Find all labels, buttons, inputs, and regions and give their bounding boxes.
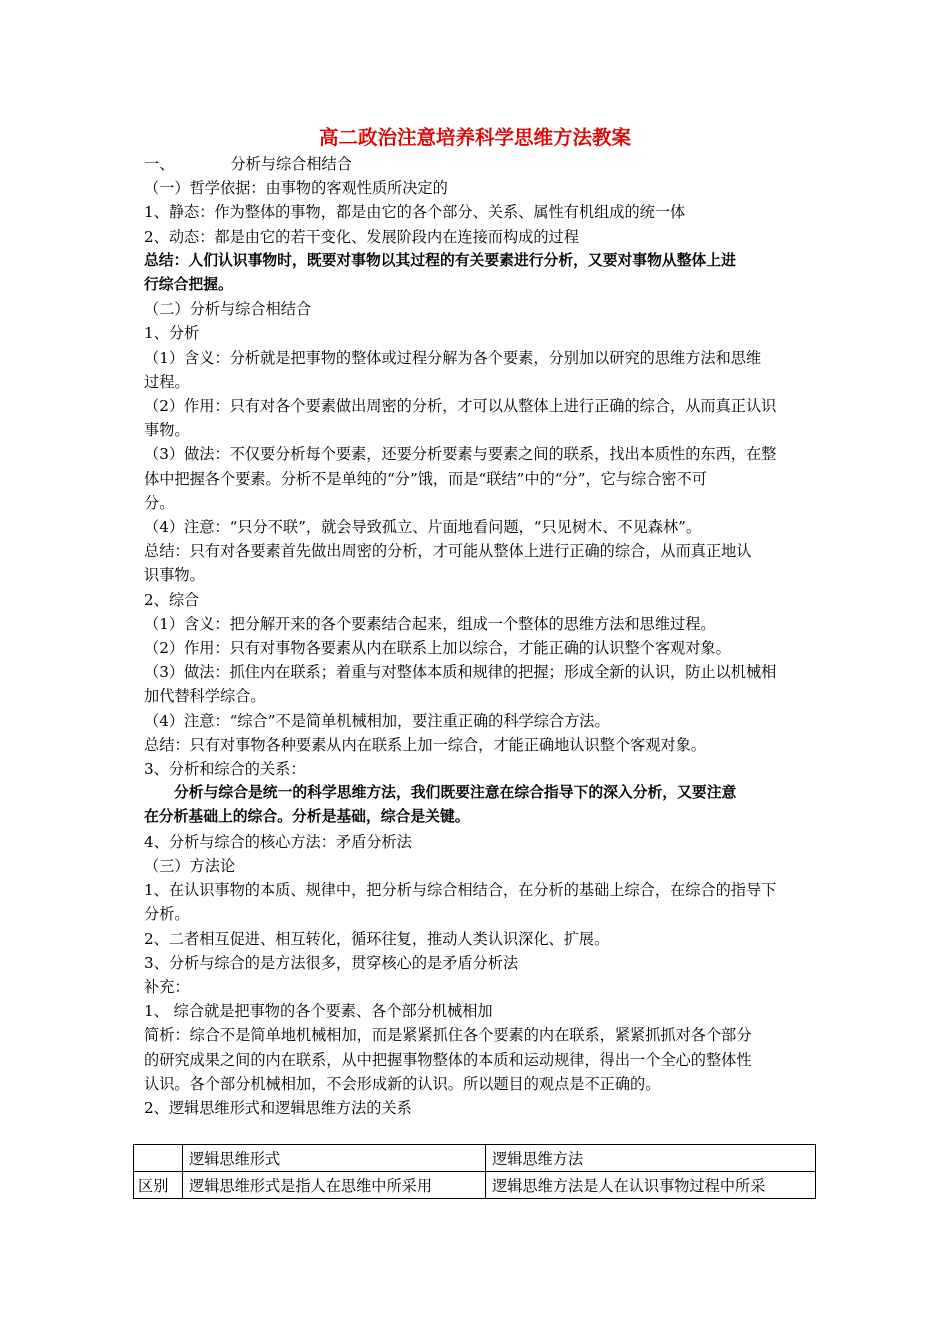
line-text: （2）作用：只有对事物各要素从内在联系上加以综合，才能正确的认识整个客观对象。 — [144, 639, 731, 658]
line-text: 总结：人们认识事物时，既要对事物以其过程的有关要素进行分析，又要对事物从整体上进 — [144, 251, 736, 269]
line-text: 加代替科学综合。 — [144, 687, 266, 706]
text-line — [144, 709, 808, 733]
line-text: 3、分析与综合的是方法很多，贯穿核心的是矛盾分析法 — [144, 953, 519, 972]
text-line — [144, 684, 808, 708]
text-line — [144, 902, 808, 926]
line-text: （3）做法：抓住内在联系；着重与对整体本质和规律的把握；形成全新的认识，防止以机械相 — [144, 663, 777, 682]
line-text: 总结：只有对事物各种要素从内在联系上加一综合，才能正确地认识整个客观对象。 — [144, 735, 706, 754]
line-text: （1）含义：把分解开来的各个要素结合起来，组成一个整体的思维方法和思维过程。 — [144, 614, 716, 633]
text-line — [144, 830, 808, 854]
document-title: 高二政治注意培养科学思维方法教案 — [318, 126, 631, 149]
line-text: 1、 综合就是把事物的各个要素、各个部分机械相加 — [144, 1002, 493, 1021]
text-line — [144, 200, 808, 224]
text-line — [144, 249, 808, 273]
text-line — [144, 757, 808, 781]
line-text: 认识。各个部分机械相加，不会形成新的认识。所以题目的观点是不正确的。 — [144, 1074, 661, 1093]
line-text: 行综合把握。 — [144, 276, 233, 294]
text-line — [144, 152, 808, 176]
line-text: 1、静态：作为整体的事物，都是由它的各个部分、关系、属性有机组成的统一体 — [144, 203, 686, 222]
comparison-table — [133, 1144, 816, 1199]
line-text: 4、分析与综合的核心方法：矛盾分析法 — [144, 832, 412, 851]
line-text: 1、分析 — [144, 324, 200, 343]
table-row — [134, 1172, 816, 1199]
text-line — [144, 273, 808, 297]
text-line — [144, 878, 808, 902]
line-text: （4）注意：“只分不联”，就会导致孤立、片面地看问题，“只见树木、不见森林”。 — [144, 518, 702, 537]
line-text: （二）分析与综合相结合 — [144, 300, 312, 319]
text-line — [144, 588, 808, 612]
text-line — [144, 854, 808, 878]
text-line — [144, 297, 808, 321]
line-text: 2、动态：都是由它的若干变化、发展阶段内在连接而构成的过程 — [144, 227, 579, 246]
table-cell: 区别 — [134, 1172, 183, 1199]
text-line — [144, 1023, 808, 1047]
text-line — [144, 539, 808, 563]
line-text: 2、二者相互促进、相互转化，循环往复，推动人类认识深化、扩展。 — [144, 929, 610, 948]
line-text: 1、在认识事物的本质、规律中，把分析与综合相结合，在分析的基础上综合，在综合的指导下 — [144, 881, 777, 900]
line-text: 总结：只有对各要素首先做出周密的分析，才可能从整体上进行正确的综合，从而真正地认 — [144, 542, 752, 561]
text-line — [144, 176, 808, 200]
text-line — [144, 1072, 808, 1096]
text-line — [144, 1048, 808, 1072]
text-line — [144, 515, 808, 539]
line-text: 识事物。 — [144, 566, 205, 585]
text-line — [144, 612, 808, 636]
line-text: 2、综合 — [144, 590, 200, 609]
line-text: 过程。 — [144, 372, 190, 391]
text-line — [144, 321, 808, 345]
text-line — [144, 733, 808, 757]
text-line — [144, 418, 808, 442]
line-text: 的研究成果之间的内在联系，从中把握事物整体的本质和运动规律，得出一个全心的整体性 — [144, 1050, 752, 1069]
line-text: 分。 — [144, 493, 175, 512]
table-header-row — [134, 1145, 816, 1172]
table-header-cell: 逻辑思维形式 — [183, 1145, 486, 1172]
line-text: （4）注意：“综合”不是简单机械相加，要注重正确的科学综合方法。 — [144, 711, 610, 730]
line-text: 体中把握各个要素。分析不是单纯的“分”饿，而是“联结”中的“分”，它与综合密不可 — [144, 469, 707, 488]
text-line — [144, 927, 808, 951]
document-body — [144, 152, 808, 1120]
text-line — [144, 951, 808, 975]
text-line — [144, 442, 808, 466]
text-line — [144, 805, 808, 829]
text-line — [144, 467, 808, 491]
line-text: 在分析基础上的综合。分析是基础，综合是关键。 — [144, 808, 470, 826]
line-text: 分析与综合相结合 — [230, 155, 352, 173]
text-line — [144, 225, 808, 249]
line-text: 分析。 — [144, 905, 190, 924]
text-line — [144, 346, 808, 370]
text-line — [144, 394, 808, 418]
table-cell: 逻辑思维形式是指人在思维中所采用 — [183, 1172, 486, 1199]
section-number: 一、 — [144, 155, 175, 173]
line-text: （3）做法：不仅要分析每个要素，还要分析要素与要素之间的联系，找出本质性的东西，在整 — [144, 445, 777, 464]
table-header-cell: 逻辑思维方法 — [486, 1145, 816, 1172]
line-text: （三）方法论 — [144, 856, 236, 875]
line-text: 事物。 — [144, 421, 190, 440]
text-line — [144, 636, 808, 660]
line-text: （1）含义：分析就是把事物的整体或过程分解为各个要素，分别加以研究的思维方法和思维 — [144, 348, 762, 367]
line-text: 简析：综合不是简单地机械相加，而是紧紧抓住各个要素的内在联系，紧紧抓抓对各个部分 — [144, 1026, 752, 1045]
text-line — [144, 563, 808, 587]
line-text: （一）哲学依据：由事物的客观性质所决定的 — [144, 179, 448, 198]
line-text: 2、逻辑思维形式和逻辑思维方法的关系 — [144, 1098, 412, 1117]
text-line — [144, 781, 808, 805]
text-line — [144, 660, 808, 684]
text-line — [144, 491, 808, 515]
line-text: 分析与综合是统一的科学思维方法，我们既要注意在综合指导下的深入分析，又要注意 — [174, 784, 737, 802]
table-header-cell — [134, 1145, 183, 1172]
text-line — [144, 975, 808, 999]
text-line — [144, 370, 808, 394]
text-line — [144, 999, 808, 1023]
table-cell: 逻辑思维方法是人在认识事物过程中所采 — [486, 1172, 816, 1199]
line-text: 3、分析和综合的关系： — [144, 760, 306, 779]
line-text: 补充： — [144, 977, 190, 996]
text-line — [144, 1096, 808, 1120]
line-text: （2）作用：只有对各个要素做出周密的分析，才可以从整体上进行正确的综合，从而真正认识 — [144, 397, 777, 416]
